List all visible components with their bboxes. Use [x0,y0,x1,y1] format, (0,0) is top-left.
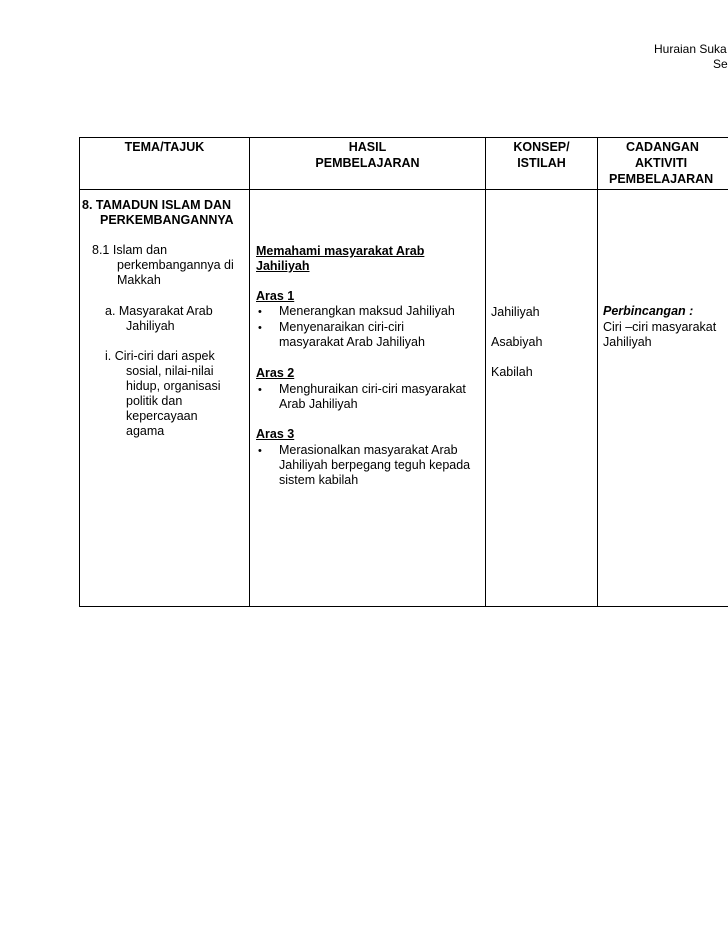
tema-main-title-2: PERKEMBANGANNYA [100,213,234,227]
konsep-asabiyah: Asabiyah [491,335,543,349]
tema-i-4: politik dan [126,394,183,408]
page-header-line-1: Huraian Suka [654,42,727,56]
column-header-cadangan: CADANGAN AKTIVITI PEMBELAJARAN [609,140,714,186]
tema-a-2: Jahiliyah [126,319,175,333]
bullet-icon: • [258,306,262,318]
curriculum-table [79,137,728,607]
aras-1-heading: Aras 1 [256,289,295,303]
aras-2-item-1-line-1: Menghuraikan ciri-ciri masyarakat [279,382,466,396]
cadangan-text-2: Jahiliyah [603,335,652,349]
page-header-line-2: Se [713,57,728,71]
tema-sub-1: 8.1 Islam dan [92,243,168,257]
hasil-title-2: Jahiliyah [256,259,310,273]
tema-sub-2: perkembangannya di [117,258,234,272]
bullet-icon: • [258,445,262,457]
cadangan-text-1: Ciri –ciri masyarakat [603,320,717,334]
aras-1-item-2-line-2: masyarakat Arab Jahiliyah [279,335,425,349]
tema-i-1: i. Ciri-ciri dari aspek [105,349,215,363]
aras-3-heading: Aras 3 [256,427,295,441]
aras-1-item-2-line-1: Menyenaraikan ciri-ciri [279,320,405,334]
cadangan-label: Perbincangan : [603,304,694,318]
aras-3-item-1-line-3: sistem kabilah [279,473,359,487]
column-header-hasil: HASIL PEMBELAJARAN [315,140,420,170]
column-divider-3 [597,138,598,606]
tema-i-2: sosial, nilai-nilai [126,364,214,378]
konsep-jahiliyah: Jahiliyah [491,305,540,319]
column-header-konsep: KONSEP/ ISTILAH [513,140,570,170]
tema-main-title-1: 8. TAMADUN ISLAM DAN [82,198,232,212]
tema-i-5: kepercayaan [126,409,198,423]
column-divider-1 [249,138,250,606]
tema-i-6: agama [126,424,165,438]
konsep-kabilah: Kabilah [491,365,533,379]
column-divider-2 [485,138,486,606]
column-header-tema: TEMA/TAJUK [124,140,205,154]
tema-i-3: hidup, organisasi [126,379,221,393]
hasil-title-1: Memahami masyarakat Arab [256,244,425,258]
aras-1-item-1: Menerangkan maksud Jahiliyah [279,304,455,318]
aras-2-item-1-line-2: Arab Jahiliyah [279,397,358,411]
aras-3-item-1-line-1: Merasionalkan masyarakat Arab [279,443,458,457]
tema-a-1: a. Masyarakat Arab [105,304,213,318]
bullet-icon: • [258,322,262,334]
aras-2-heading: Aras 2 [256,366,295,380]
header-divider [80,189,728,190]
bullet-icon: • [258,384,262,396]
aras-3-item-1-line-2: Jahiliyah berpegang teguh kepada [279,458,471,472]
tema-sub-3: Makkah [117,273,161,287]
